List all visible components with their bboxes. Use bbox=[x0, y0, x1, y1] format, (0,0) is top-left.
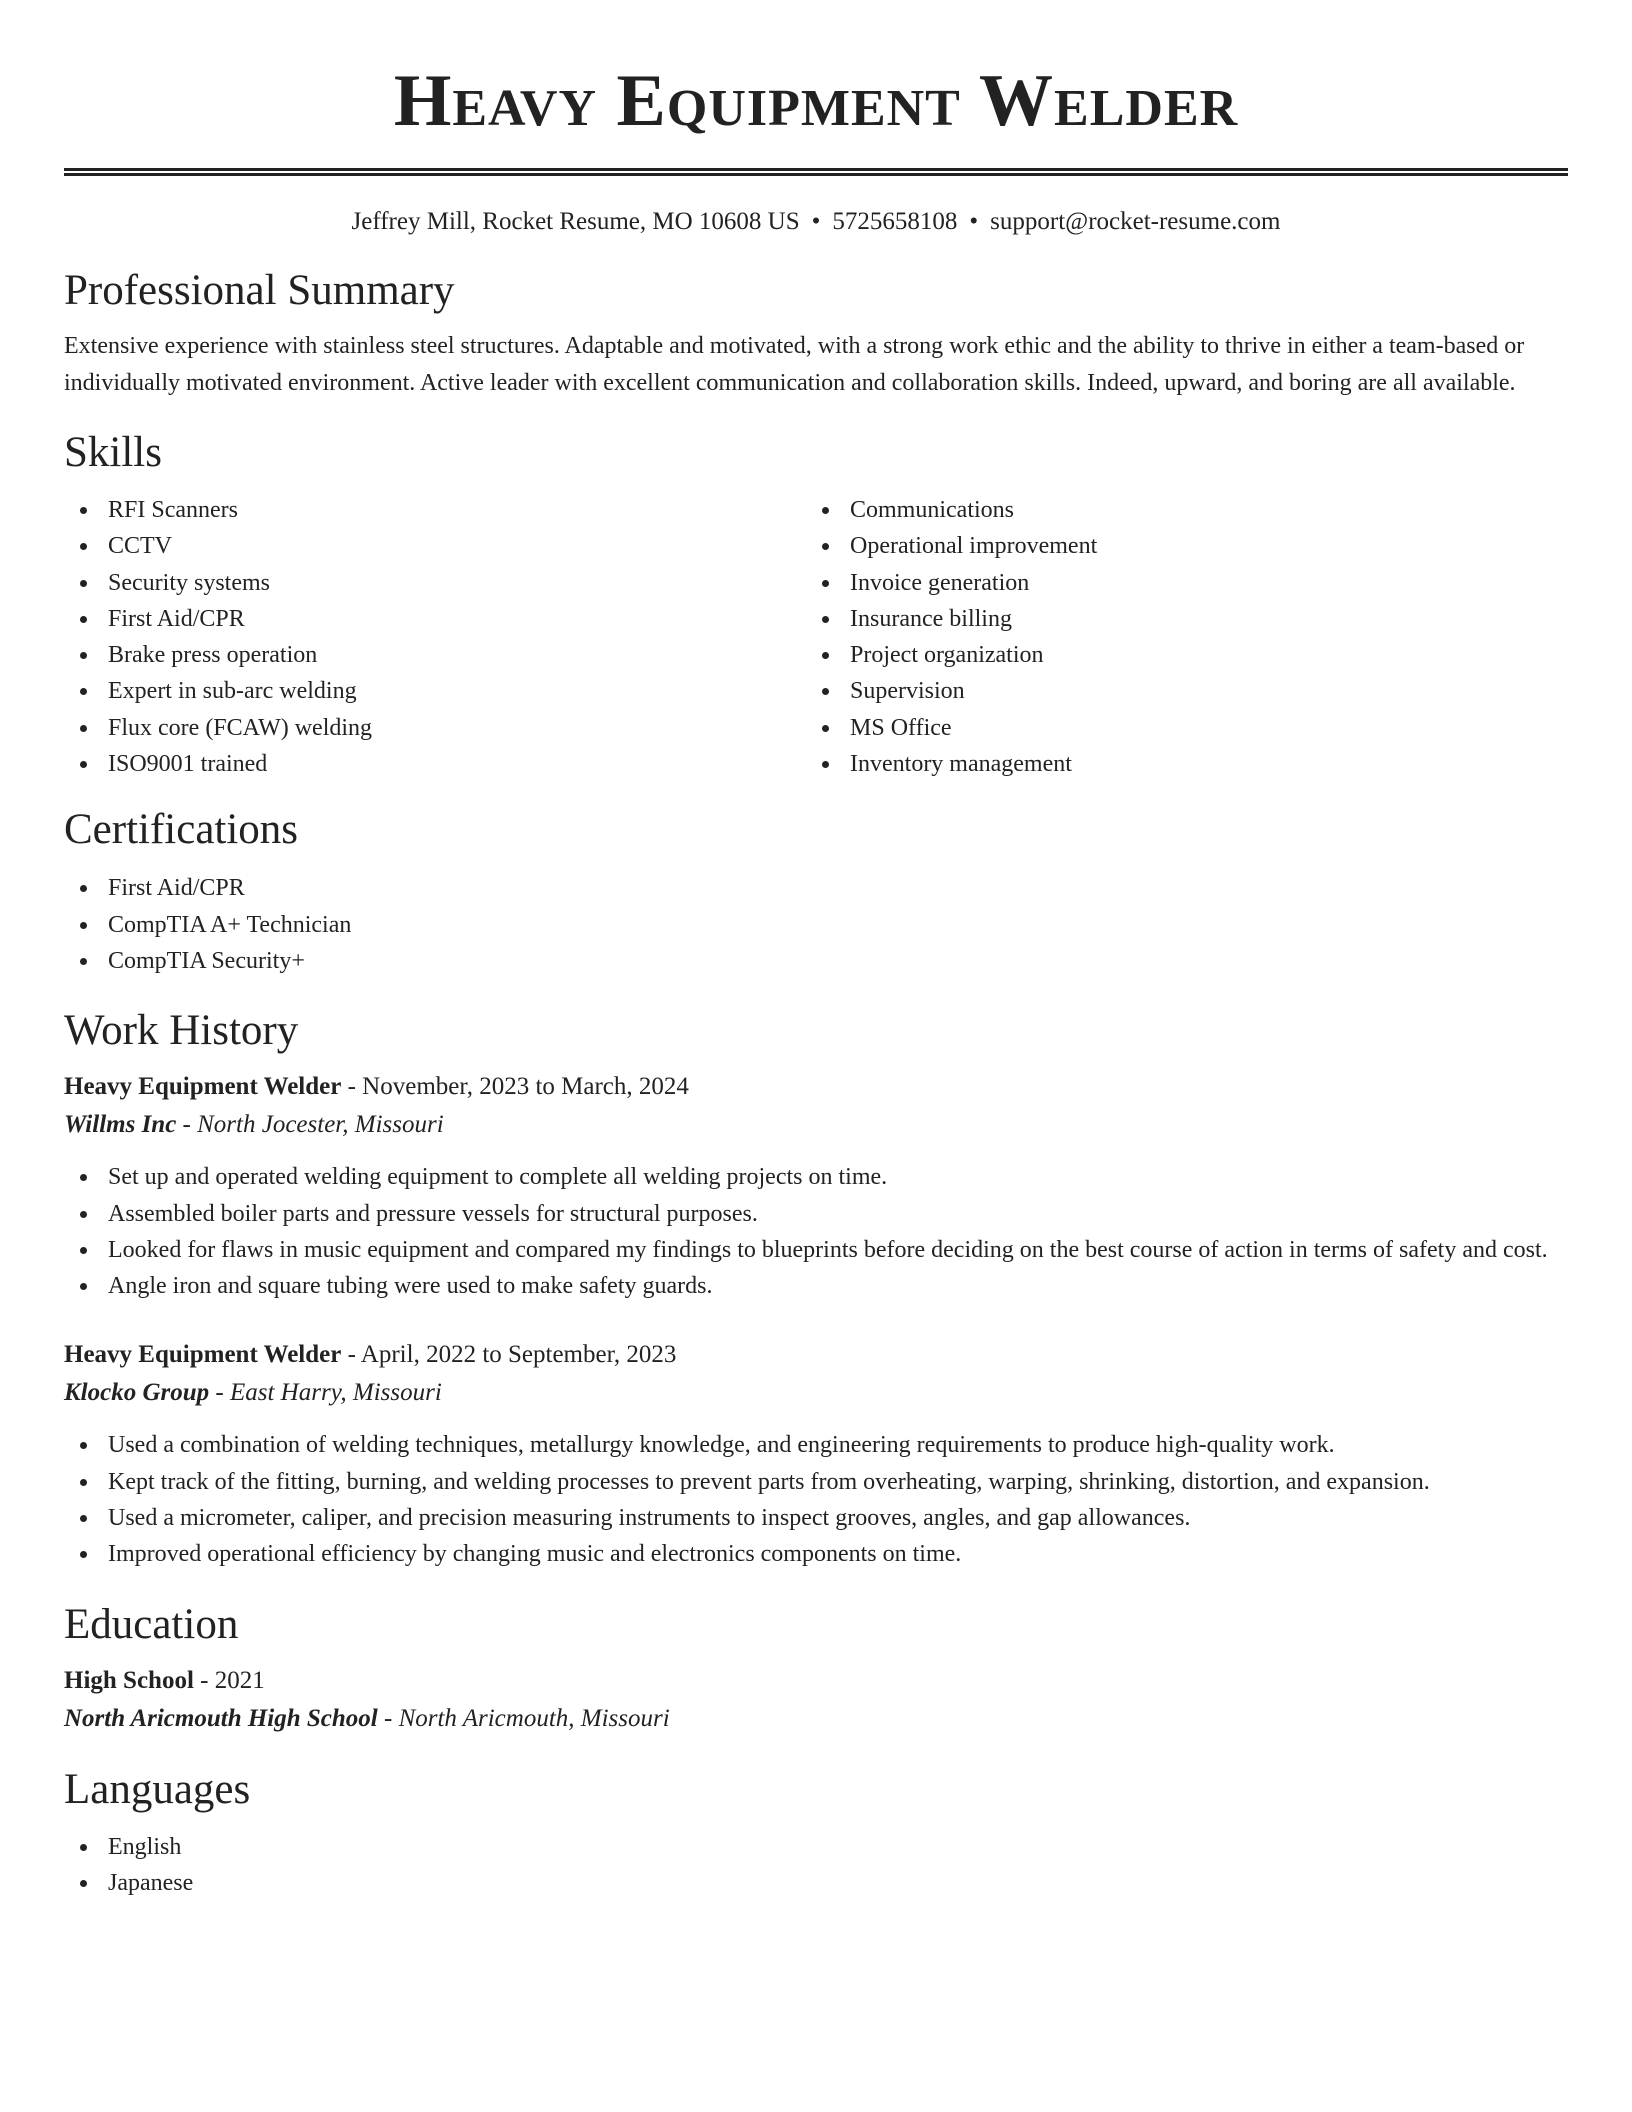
section-title-languages: Languages bbox=[64, 1765, 251, 1813]
job-title-line: Heavy Equipment Welder - April, 2022 to September, 2023 bbox=[64, 1341, 677, 1369]
certification-item: CompTIA A+ Technician bbox=[64, 907, 1568, 943]
education-entry bbox=[64, 1662, 1568, 1738]
section-title-work-history: Work History bbox=[64, 1007, 299, 1055]
job-bullets bbox=[64, 1159, 1568, 1304]
skills-list-right bbox=[806, 492, 1548, 782]
education-school-line: North Aricmouth High School - North Aricmouth, Missouri bbox=[64, 1704, 670, 1732]
contact-phone: 5725658108 bbox=[832, 208, 958, 235]
job-bullet: Assembled boiler parts and pressure vessels for structural purposes. bbox=[64, 1196, 1568, 1232]
skills-list-left bbox=[64, 492, 806, 782]
job-bullet: Used a micrometer, caliper, and precision measuring instruments to inspect grooves, angles, and gap allowances. bbox=[64, 1500, 1568, 1536]
contact-email: support@rocket-resume.com bbox=[990, 208, 1281, 235]
education-school: North Aricmouth High School bbox=[64, 1704, 378, 1732]
skill-item: Insurance billing bbox=[806, 601, 1548, 637]
language-item: English bbox=[64, 1829, 1568, 1865]
job-company: Klocko Group bbox=[64, 1379, 210, 1407]
candidate-name: Heavy Equipment Welder bbox=[393, 60, 1239, 142]
skill-item: First Aid/CPR bbox=[64, 601, 806, 637]
certification-item: CompTIA Security+ bbox=[64, 943, 1568, 979]
summary-text: Extensive experience with stainless steel structures. Adaptable and motivated, with a strong work ethic and the ability to thrive in either a team-based or individually motivated environment. Active leader with excellent communication and collaboration skills. Indeed, upward, and boring are all available. bbox=[64, 333, 1525, 396]
job-bullets bbox=[64, 1427, 1568, 1572]
job-company: Willms Inc bbox=[64, 1111, 177, 1139]
job-bullet: Angle iron and square tubing were used to make safety guards. bbox=[64, 1268, 1568, 1304]
skill-item: Inventory management bbox=[806, 746, 1548, 782]
education-year: 2021 bbox=[214, 1666, 265, 1694]
skill-item: Expert in sub-arc welding bbox=[64, 673, 806, 709]
resume-page bbox=[64, 0, 1568, 1901]
job-bullet: Set up and operated welding equipment to complete all welding projects on time. bbox=[64, 1159, 1568, 1195]
job-company-line: Klocko Group - East Harry, Missouri bbox=[64, 1379, 442, 1407]
job-entry bbox=[64, 1068, 1568, 1304]
job-bullet: Used a combination of welding techniques, metallurgy knowledge, and engineering requirements to produce high-quality work. bbox=[64, 1427, 1568, 1463]
contact-address: Jeffrey Mill, Rocket Resume, MO 10608 US bbox=[351, 208, 800, 235]
education-degree-line: High School - 2021 bbox=[64, 1666, 265, 1694]
section-title-summary: Professional Summary bbox=[64, 267, 455, 314]
job-bullet: Improved operational efficiency by changing music and electronics components on time. bbox=[64, 1536, 1568, 1572]
job-bullet: Kept track of the fitting, burning, and welding processes to prevent parts from overheating, warping, shrinking, distortion, and expansion. bbox=[64, 1464, 1568, 1500]
skills-columns bbox=[64, 492, 1568, 782]
education-degree: High School bbox=[64, 1666, 194, 1694]
job-role: Heavy Equipment Welder bbox=[64, 1073, 342, 1101]
job-bullet: Looked for flaws in music equipment and compared my findings to blueprints before deciding on the best course of action in terms of safety and cost. bbox=[64, 1232, 1568, 1268]
skill-item: CCTV bbox=[64, 528, 806, 564]
job-dates: April, 2022 to September, 2023 bbox=[360, 1341, 677, 1369]
skill-item: Supervision bbox=[806, 673, 1548, 709]
contact-line bbox=[64, 206, 1568, 238]
job-dates: November, 2023 to March, 2024 bbox=[362, 1073, 689, 1101]
contact-separator: • bbox=[811, 208, 821, 235]
education-location: North Aricmouth, Missouri bbox=[398, 1704, 670, 1732]
job-title-line: Heavy Equipment Welder - November, 2023 to March, 2024 bbox=[64, 1073, 689, 1101]
skill-item: Operational improvement bbox=[806, 528, 1548, 564]
skill-item: Invoice generation bbox=[806, 565, 1548, 601]
section-title-skills: Skills bbox=[64, 429, 162, 476]
job-entry bbox=[64, 1336, 1568, 1572]
contact-separator: • bbox=[969, 208, 979, 235]
section-title-education: Education bbox=[64, 1600, 239, 1648]
skill-item: Project organization bbox=[806, 637, 1548, 673]
language-item: Japanese bbox=[64, 1865, 1568, 1901]
skill-item: Security systems bbox=[64, 565, 806, 601]
job-location: North Jocester, Missouri bbox=[197, 1111, 444, 1139]
skill-item: Flux core (FCAW) welding bbox=[64, 710, 806, 746]
job-role: Heavy Equipment Welder bbox=[64, 1341, 342, 1369]
skill-item: MS Office bbox=[806, 710, 1548, 746]
skill-item: ISO9001 trained bbox=[64, 746, 806, 782]
certifications-list bbox=[64, 870, 1568, 979]
section-title-certifications: Certifications bbox=[64, 806, 299, 854]
job-location: East Harry, Missouri bbox=[229, 1379, 442, 1407]
job-company-line: Willms Inc - North Jocester, Missouri bbox=[64, 1111, 444, 1139]
skill-item: Communications bbox=[806, 492, 1548, 528]
certification-item: First Aid/CPR bbox=[64, 870, 1568, 906]
header-divider bbox=[64, 168, 1568, 176]
skill-item: RFI Scanners bbox=[64, 492, 806, 528]
skill-item: Brake press operation bbox=[64, 637, 806, 673]
languages-list bbox=[64, 1829, 1568, 1902]
